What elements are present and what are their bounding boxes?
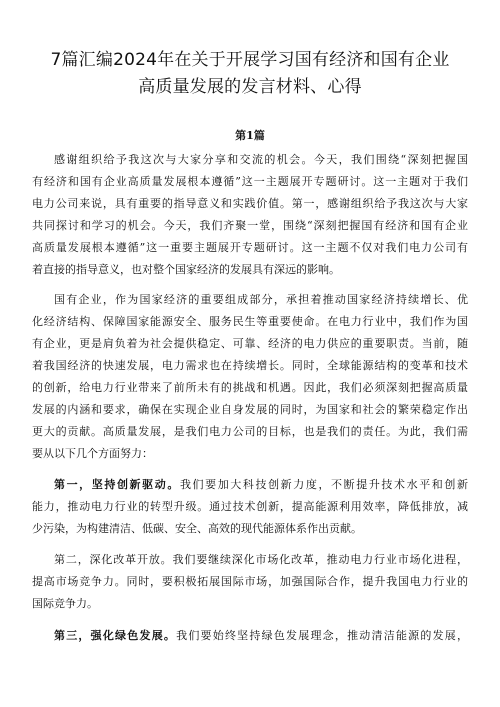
paragraph-line: 着我国经济的快速发展，电力需求也在持续增长。同时，全球能源结构的变革和技术 bbox=[32, 359, 468, 372]
paragraph-line: 的创新，给电力行业带来了前所未有的挑战和机遇。因此，我们必须深刻把握高质量 bbox=[32, 381, 468, 394]
paragraph-line: 化经济结构、保障国家能源安全、服务民生等重要使命。在电力行业中，我们作为国 bbox=[32, 315, 468, 328]
paragraph-text: 我们要加大科技创新力度，不断提升技术水平和创新 bbox=[179, 478, 468, 491]
paragraph-line bbox=[54, 474, 468, 496]
paragraph-line: 感谢组织给予我这次与大家分享和交流的机会。今天，我们围绕“深刻把握国 bbox=[54, 153, 468, 166]
paragraph-line: 发展的内涵和要求，确保在实现企业自身发展的同时，为国家和社会的繁荣稳定作出 bbox=[32, 403, 468, 416]
section-heading: 第1篇 bbox=[235, 129, 265, 142]
paragraph-lead: 第一，坚持创新驱动。 bbox=[54, 478, 180, 491]
document-title-line-2: 高质量发展的发言材料、心得 bbox=[138, 77, 362, 97]
paragraph-line: 要从以下几个方面努力： bbox=[32, 447, 153, 460]
paragraph-line: 国有企业，作为国家经济的重要组成部分，承担着推动国家经济持续增长、优 bbox=[54, 293, 468, 306]
paragraph-line: 少污染，为构建清洁、低碳、安全、高效的现代能源体系作出贡献。 bbox=[32, 522, 362, 535]
paragraph-line: 有企业，更是肩负着为社会提供稳定、可靠、经济的电力供应的重要职责。当前，随 bbox=[32, 337, 468, 350]
paragraph-line: 电力公司来说，具有重要的指导意义和实践价值。第一，感谢组织给予我这次与大家 bbox=[32, 197, 468, 210]
paragraph-line: 第二，深化改革开放。我们要继续深化市场化改革，推动电力行业市场化进程， bbox=[54, 553, 468, 566]
paragraph-line: 国际竞争力。 bbox=[32, 597, 98, 610]
paragraph-line: 更大的贡献。高质量发展，是我们电力公司的目标，也是我们的责任。为此，我们需 bbox=[32, 425, 468, 438]
document-title-line-1: 7篇汇编2024年在关于开展学习国有经济和国有企业 bbox=[50, 50, 450, 70]
paragraph-line bbox=[54, 625, 468, 647]
paragraph-line: 着直接的指导意义，也对整个国家经济的发展具有深远的影响。 bbox=[32, 263, 340, 276]
paragraph-text: 我们要始终坚持绿色发展理念，推动清洁能源的发展， bbox=[176, 629, 468, 642]
paragraph-line: 共同探讨和学习的机会。今天，我们齐聚一堂，围绕“深刻把握国有经济和国有企业 bbox=[32, 219, 468, 232]
paragraph-lead: 第三，强化绿色发展。 bbox=[54, 629, 177, 642]
paragraph-line: 能力，推动电力行业的转型升级。通过技术创新，提高能源利用效率，降低排放，减 bbox=[32, 500, 468, 513]
paragraph-line: 提高市场竞争力。同时，要积极拓展国际市场，加强国际合作，提升我国电力行业的 bbox=[32, 575, 468, 588]
paragraph-line: 高质量发展根本遵循”这一重要主题展开专题研讨。这一主题不仅对我们电力公司有 bbox=[32, 241, 468, 254]
paragraph-line: 有经济和国有企业高质量发展根本遵循”这一主题展开专题研讨。这一主题对于我们 bbox=[32, 175, 468, 188]
